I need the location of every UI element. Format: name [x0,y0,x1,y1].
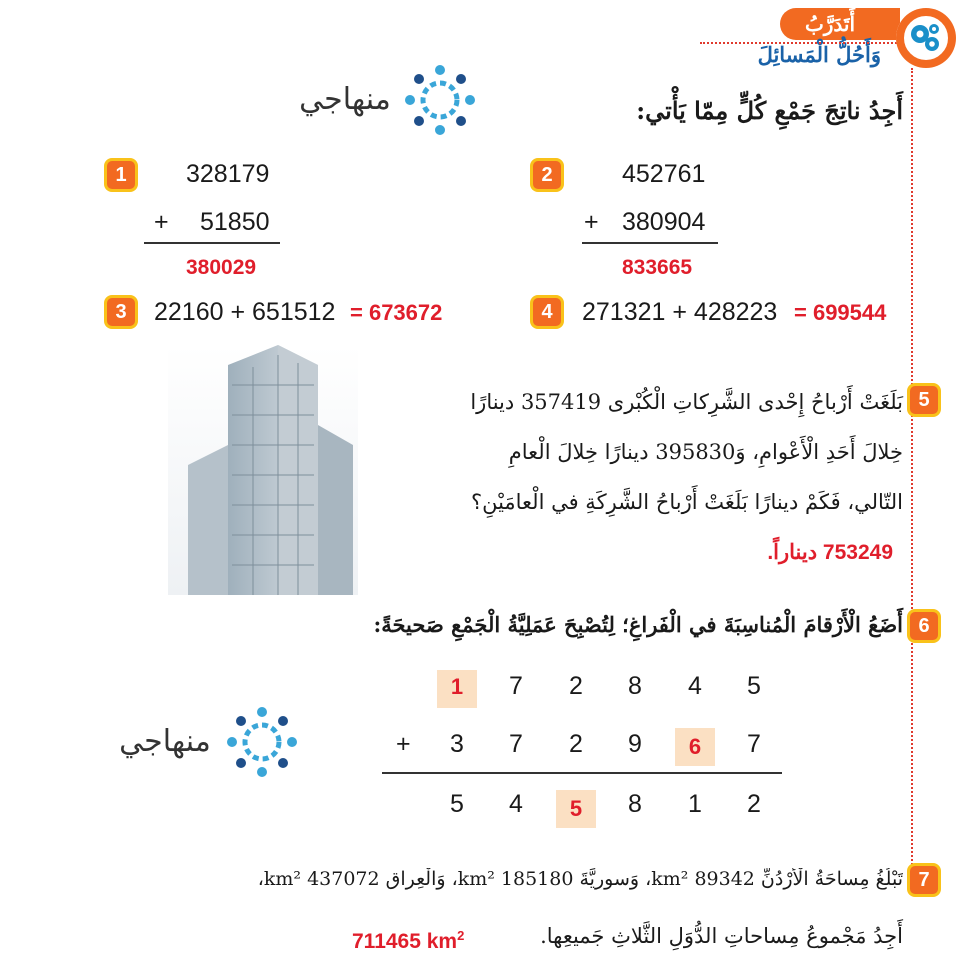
q6-r3-c3: 5 [569,796,583,821]
q6-r3-c1: 5 [450,790,464,818]
problem-1-badge: 1 [107,161,135,189]
q6-r1-c1: 1 [450,674,464,699]
problem-3-answer: = 673672 [350,300,443,325]
watermark-text-2: منهاجي [119,724,211,759]
q6-r1-c5: 4 [688,672,702,700]
q6-r1-c6: 5 [747,672,761,700]
q6-plus: + [396,730,411,758]
manhaji-logo-icon-2 [224,704,300,780]
problem-3-badge: 3 [107,298,135,326]
q6-r3-c4: 8 [628,790,642,818]
question-7-answer-value: 711465 km [352,930,458,953]
question-7-badge: 7 [910,866,938,894]
gears-icon [896,8,956,68]
problem-4-expr: 271321 + 428223 [582,298,778,326]
q6-r2-c6: 7 [747,730,761,758]
q6-rule [382,772,782,774]
building-image [168,345,358,595]
question-6-badge: 6 [910,612,938,640]
question-7-answer-sup: 2 [457,928,465,943]
q6-r3-c5: 1 [688,790,702,818]
problem-4-answer: = 699544 [794,300,887,325]
q6-r2-c1: 3 [450,730,464,758]
q6-r3-c6: 2 [747,790,761,818]
question-5-answer: 753249 ديناراً. [767,541,893,564]
problem-2-rule [582,242,718,244]
question-6-instruction: أَضَعُ الْأَرْقامَ الْمُناسِبَةَ في الْفَراغِ؛ لِتُصْبِحَ عَمَلِيَّةُ الْجَمْعِ صَحيحَةً: [373,612,903,637]
problem-1-op: + [154,208,169,236]
q6-r1-c2: 7 [509,672,523,700]
problem-1-top: 328179 [186,160,270,188]
header-subtitle: وَأَحُلُّ الْمَسائِلَ [757,42,881,67]
instruction-text: أَجِدُ ناتِجَ جَمْعِ كُلٍّ مِمّا يَأْتي: [636,96,903,125]
right-dotted-line [911,68,913,888]
problem-2-op: + [584,208,599,236]
q6-r2-c5: 6 [688,734,702,759]
question-5-line-2: خِلالَ أَحَدِ الْأَعْوامِ، وَ395830 دينارًا خِلالَ الْعامِ [508,440,903,464]
q6-r1-c3: 2 [569,672,583,700]
q6-r1-c4: 8 [628,672,642,700]
problem-2-answer: 833665 [622,256,693,279]
q6-r2-c2: 7 [509,730,523,758]
problem-1-answer: 380029 [186,256,257,279]
problem-4-badge: 4 [533,298,561,326]
manhaji-logo-icon [402,62,478,138]
problem-2-badge: 2 [533,161,561,189]
problem-1-rule [144,242,280,244]
question-5-badge: 5 [910,386,938,414]
question-7-line-2: أَجِدُ مَجْموعُ مِساحاتِ الدُّوَلِ الثَّلاثِ جَميعِها. [540,924,903,948]
question-7-answer [352,928,464,954]
problem-1-bottom: 51850 [200,208,270,236]
watermark-text: منهاجي [299,82,391,117]
question-5-line-3: التّالي، فَكَمْ دينارًا بَلَغَتْ أَرْباحُ الشَّرِكَةِ في الْعامَيْنِ؟ [470,490,903,514]
problem-2-top: 452761 [622,160,706,188]
header-tab-label: أَتَدَرَّبُ [804,12,856,36]
question-7-line-1: تَبْلُغُ مِساحَةُ الْأُرْدُنِّ 89342 km²، وَسورِيَّةَ 185180 km²، وَالْعِراقِ 437072 km²، [257,868,903,890]
q6-r3-c2: 4 [509,790,523,818]
header-dotted-line [700,42,900,44]
q6-r2-c4: 9 [628,730,642,758]
problem-2-bottom: 380904 [622,208,706,236]
q6-r2-c3: 2 [569,730,583,758]
problem-3-expr: 22160 + 651512 [154,298,336,326]
question-5-line-1: بَلَغَتْ أَرْباحُ إِحْدى الشَّرِكاتِ الْكُبْرى 357419 دينارًا [470,390,903,414]
